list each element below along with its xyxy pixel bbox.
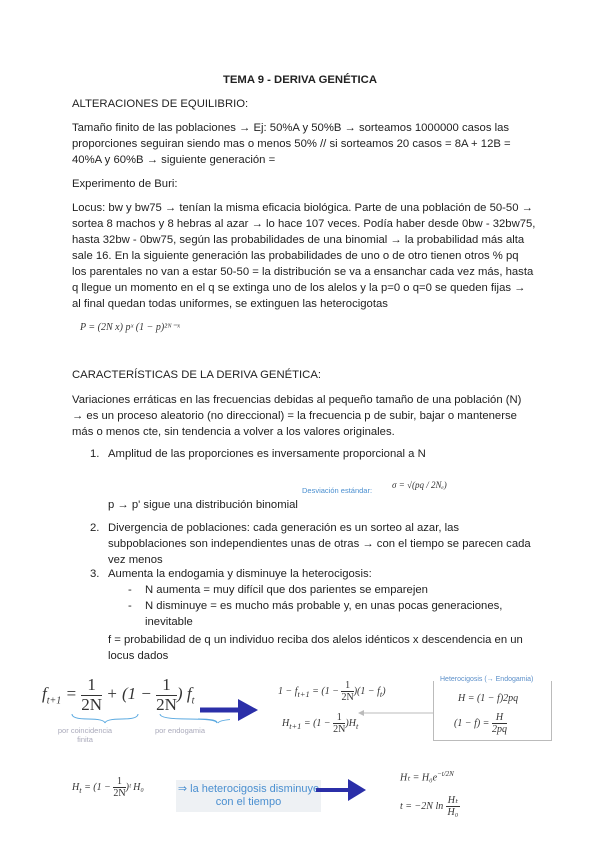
definition-text: locus dados xyxy=(108,650,169,662)
box-formula: (1 − f) = $\frac{H}{2pq}$ xyxy=(454,712,507,735)
text-line: → es un proceso aleatorio (no direccional) = la frecuencia p de subir, bajar o mantenerse xyxy=(72,410,517,422)
text-line: más o menos cte, sin tendencia a volver a los valores originales. xyxy=(72,426,395,438)
text-line: al final quedan todas uniformes, se extinguen las heterocigotas xyxy=(72,298,388,310)
text-line: proporciones seguiran siendo mas o menos 50% // si sorteamos 20 casos = 8A + 12B = xyxy=(72,138,511,150)
list-item-text: vez menos xyxy=(108,554,163,566)
text-line: los parentales no van a estar 50-50 = la distribución se va a ensanchar cada vez más, hasta xyxy=(72,266,534,278)
list-item-text: subpoblaciones son independientes unas de otras → con el tiempo se parecen cada xyxy=(108,538,531,550)
list-item-text: Aumenta la endogamia y disminuye la heterocigosis: xyxy=(108,568,372,580)
text-line: Locus: bw y bw75 → tenían la misma eficacia biológica. Parte de una población de 50-50 → xyxy=(72,202,533,214)
heterozygosity-t-eq: $H_t = (1$ − $\frac{1}{2N}$ )ᵗ H₀ xyxy=(72,776,144,799)
list-item-text: p → p' sigue una distribución binomial xyxy=(108,499,298,511)
text-line: Variaciones erráticas en las frecuencias debidas al pequeño tamaño de una población (N) xyxy=(72,394,522,406)
subheading: Experimento de Buri: xyxy=(72,178,178,190)
box-label: Heterocigosis (→ Endogamia) xyxy=(440,676,534,683)
arrow-right-icon xyxy=(200,698,260,722)
bullet-text: N disminuye = es mucho más probable y, en unas pocas generaciones, xyxy=(145,600,503,612)
arrow-left-icon xyxy=(358,709,434,717)
text-line: 40%A y 60%B → siguiente generación = xyxy=(72,154,276,166)
bullet-dash: - xyxy=(128,584,132,596)
arrow-right-icon xyxy=(316,778,368,802)
bullet-text: inevitable xyxy=(145,616,193,628)
inbreeding-recursion: $f_{t+1}$ = $\frac{1}{2N}$ + (1 − $\frac{1}{2N}$ ) $f_t$ xyxy=(42,675,195,714)
text-line: q llegue un momento en el q se extinga uno de los alelos y la p=0 o q=0 se queden fijas → xyxy=(72,282,526,294)
time-formula: t = −2N ln $\frac{\text{Hₜ}}{\text{H₀}}$ xyxy=(400,795,459,818)
list-item-text: Divergencia de poblaciones: cada generación es un sorteo al azar, las xyxy=(108,522,460,534)
exponential-formula: $H_t = H_0e^{-t/2N}$ xyxy=(400,770,454,784)
heterozygosity-recursion: $H_{t+1} = (1$ − $\frac{1}{2N}$ )$H_t$ xyxy=(282,712,359,735)
bullet-text: N aumenta = muy difícil que dos parientes se emparejen xyxy=(145,584,428,596)
text-line: sortea 8 machos y 8 hebras al azar → lo hace 107 veces. Podía haber desde 0bw - 32bw75, xyxy=(72,218,536,230)
bullet-dash: - xyxy=(128,600,132,612)
section-heading: CARACTERÍSTICAS DE LA DERIVA GENÉTICA: xyxy=(72,369,322,381)
section-heading: ALTERACIONES DE EQUILIBRIO: xyxy=(72,98,249,110)
std-dev-formula: σ = √(pq / 2Nₑ) xyxy=(392,480,447,490)
std-dev-label: Desviación estándar: xyxy=(302,486,373,495)
page-title: TEMA 9 - DERIVA GENÉTICA xyxy=(223,74,377,86)
list-number: 3. xyxy=(90,568,100,580)
text-line: Tamaño finito de las poblaciones → Ej: 50%A y 50%B → sorteamos 1000000 casos las xyxy=(72,122,510,134)
list-item-text: Amplitud de las proporciones es inversamente proporcional a N xyxy=(108,448,426,460)
definition-text: f = probabilidad de q un individuo reciba dos alelos idénticos x descendencia en un xyxy=(108,634,523,646)
list-number: 1. xyxy=(90,448,100,460)
inbreeding-complement-eq: $1 - f_{t+1} = (1$ − $\frac{1}{2N}$ )$(1 - f_t)$ xyxy=(278,680,386,703)
text-line: sale 16. En la siguiente generación las probabilidades de uno o de otro tienen otros % pq xyxy=(72,250,519,262)
box-formula: H = (1 − f)2pq xyxy=(458,693,519,704)
text-line: hasta 32bw - 0bw75, según las probabilidades de una binomial → la probabilidad más alta xyxy=(72,234,525,246)
annotation-note: por coincidencia finita xyxy=(57,726,113,744)
annotation-note: por endogamia xyxy=(154,726,206,735)
binomial-formula: P = (2N x) pˣ (1 − p)²ᴺ⁻ˣ xyxy=(80,322,180,333)
highlighted-conclusion: ⇒ la heterocigosis disminuye con el tiempo xyxy=(176,780,321,812)
list-number: 2. xyxy=(90,522,100,534)
